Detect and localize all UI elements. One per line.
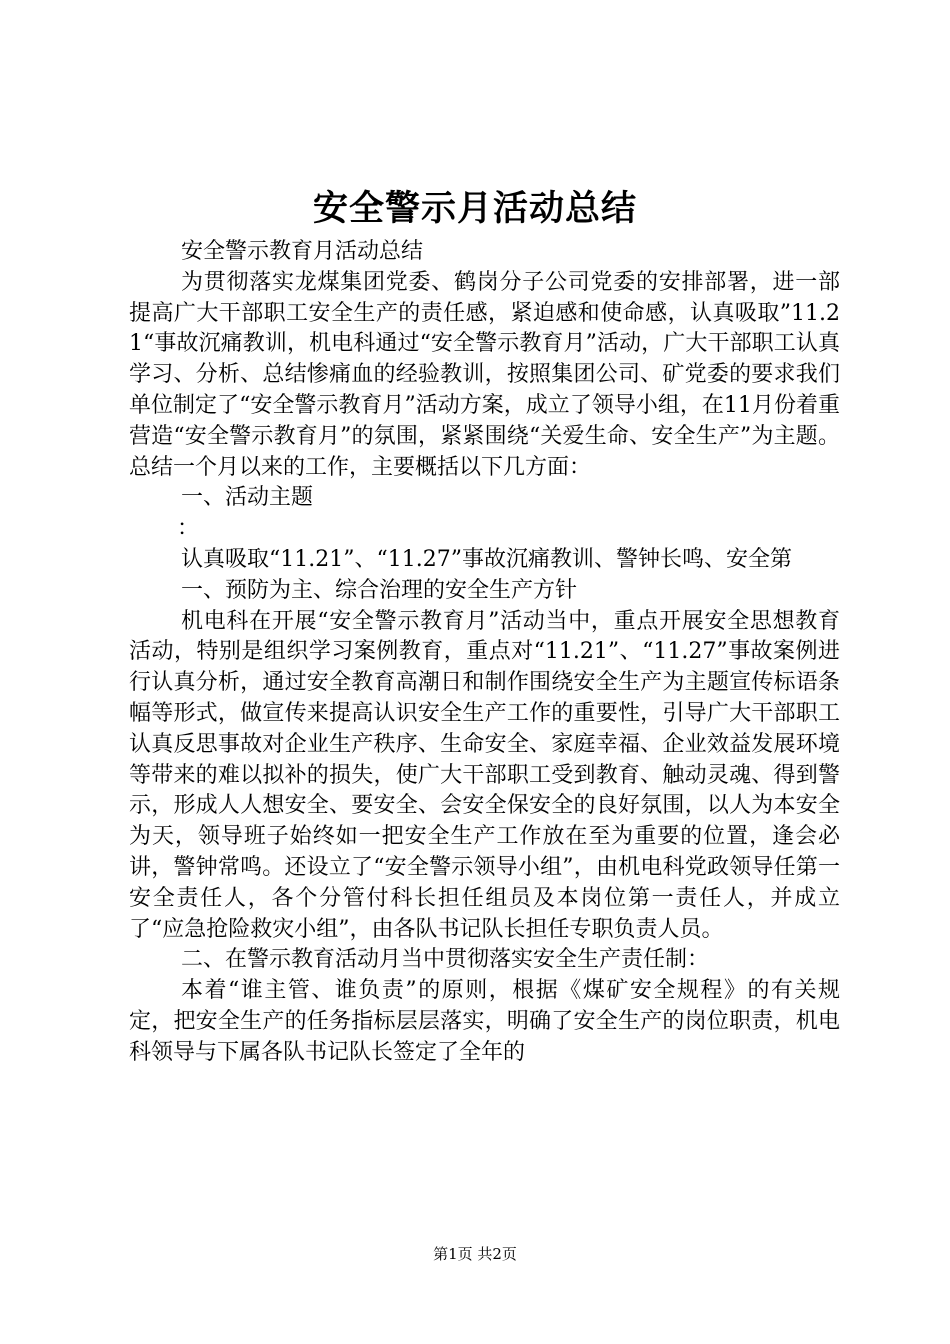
document-title: 安全警示月活动总结 — [312, 188, 637, 229]
heading-responsibility-system: 二、在警示教育活动月当中贯彻落实安全生产责任制： — [181, 947, 710, 973]
paragraph-colon: ： — [177, 516, 200, 542]
page-footer: 第1页 共2页 — [433, 1245, 517, 1263]
paragraph-theme-text: 认真吸取“11.21”、“11.27”事故沉痛教训、警钟长鸣、安全第 — [181, 546, 792, 572]
paragraph-intro: 为贯彻落实龙煤集团党委、鹤岗分子公司党委的安排部署，进一部提高广大干部职工安全生产的责任感，紧迫感和使命感，认真吸取”11.21“事故沉痛教训，机电科通过“安全警示教育月”活动，广大干部职工认真学习、分析、总结惨痛血的经验教训，按照集团公司、矿党委的要求我们单位制定了“安全警示教育月”活动方案，成立了领导小组，在11月份着重营造“安全警示教育月”的氛围，紧紧围绕“关爱生命、安全生产”为主题。总结一个月以来的工作，主要概括以下几方面： — [129, 269, 840, 480]
paragraph-subtitle: 安全警示教育月活动总结 — [181, 239, 424, 264]
paragraph-safety-policy: 一、预防为主、综合治理的安全生产方针 — [181, 577, 578, 603]
document-body — [129, 237, 840, 1069]
heading-activity-theme: 一、活动主题 — [181, 485, 314, 511]
paragraph-responsibility-text: 本着“谁主管、谁负责”的原则，根据《煤矿安全规程》的有关规定，把安全生产的任务指标层层落实，明确了安全生产的岗位职责，机电科领导与下属各队书记队长签定了全年的 — [129, 978, 840, 1065]
paragraph-education-activities: 机电科在开展“安全警示教育月”活动当中，重点开展安全思想教育活动，特别是组织学习案例教育，重点对“11.21”、“11.27”事故案例进行认真分析，通过安全教育高潮日和制作围绕安全生产为主题宣传标语条幅等形式，做宣传来提高认识安全生产工作的重要性，引导广大干部职工认真反思事故对企业生产秩序、生命安全、家庭幸福、企业效益发展环境等带来的难以拟补的损失，使广大干部职工受到教育、触动灵魂、得到警示，形成人人想安全、要安全、会安全保安全的良好氛围，以人为本安全为天，领导班子始终如一把安全生产工作放在至为重要的位置，逢会必讲，警钟常鸣。还设立了“安全警示领导小组”，由机电科党政领导任第一安全责任人，各个分管付科长担任组员及本岗位第一责任人，并成立了“应急抢险救灾小组”，由各队书记队长担任专职负责人员。 — [129, 608, 840, 942]
